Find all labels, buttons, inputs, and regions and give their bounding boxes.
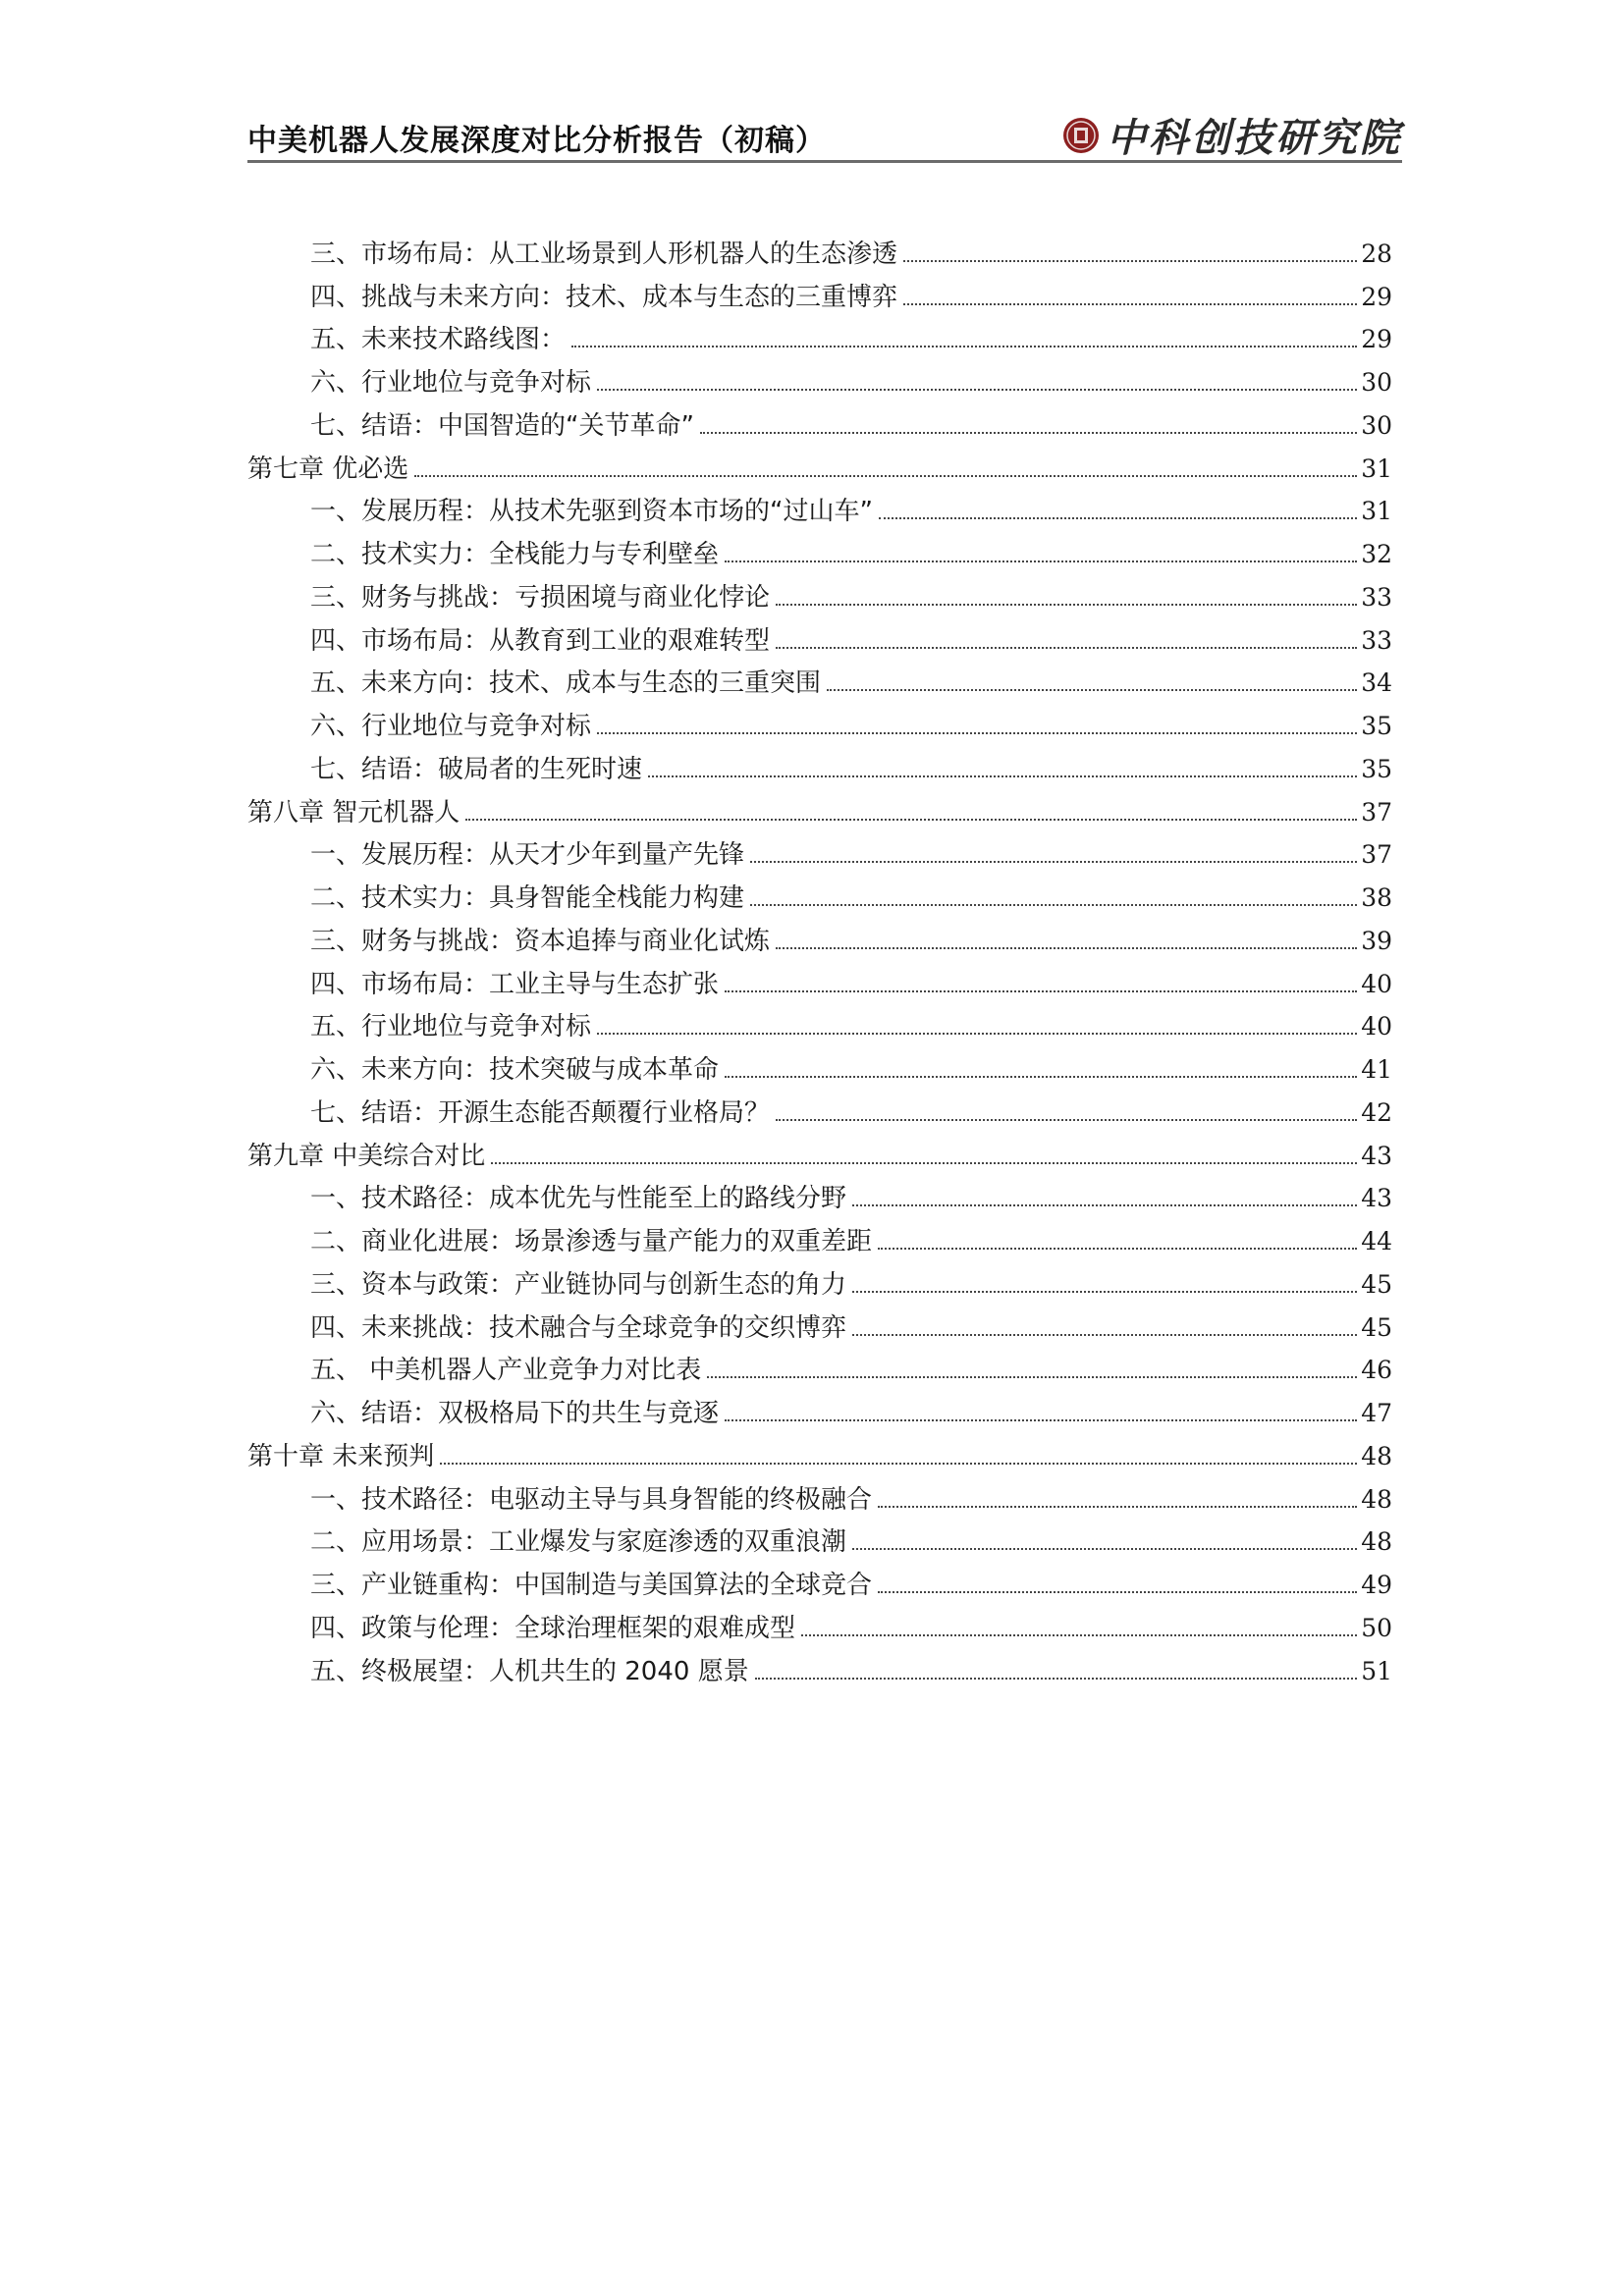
toc-chapter-entry[interactable]: [247, 786, 1392, 829]
toc-section-entry[interactable]: [247, 1215, 1392, 1258]
toc-page-number: 44: [1361, 1227, 1392, 1255]
toc-entry-label: 六、结语：双极格局下的共生与竞逐: [310, 1399, 720, 1428]
toc-page-number: 45: [1361, 1312, 1392, 1342]
toc-dot-leader: [597, 389, 1357, 391]
toc-dot-leader: [776, 1119, 1357, 1121]
toc-entry-label: 二、应用场景：工业爆发与家庭渗透的双重浪潮: [310, 1527, 847, 1558]
toc-entry-label: 五、 中美机器人产业竞争力对比表: [310, 1356, 702, 1386]
toc-section-entry[interactable]: [247, 271, 1392, 314]
toc-section-entry[interactable]: [247, 356, 1392, 400]
toc-dot-leader: [465, 819, 1357, 821]
toc-section-entry[interactable]: [247, 958, 1392, 1001]
document-title: 中美机器人发展深度对比分析报告（初稿）: [247, 124, 826, 158]
toc-section-entry[interactable]: [247, 1473, 1392, 1517]
toc-section-entry[interactable]: [247, 1645, 1392, 1688]
toc-dot-leader: [827, 689, 1357, 691]
toc-page-number: 29: [1361, 282, 1392, 311]
toc-page-number: 30: [1361, 410, 1392, 440]
toc-entry-label: 一、发展历程：从天才少年到量产先锋: [310, 840, 745, 871]
toc-entry-label: 二、技术实力：具身智能全栈能力构建: [310, 883, 745, 913]
toc-entry-label: 四、市场布局：从教育到工业的艰难转型: [310, 625, 771, 656]
toc-dot-leader: [903, 260, 1357, 262]
toc-section-entry[interactable]: [247, 614, 1392, 658]
toc-entry-label: 四、未来挑战：技术融合与全球竞争的交织博弈: [310, 1312, 847, 1343]
toc-page-number: 32: [1361, 540, 1392, 568]
toc-page-number: 40: [1361, 969, 1392, 998]
toc-entry-label: 第八章 智元机器人: [247, 797, 460, 828]
toc-entry-label: 第十章 未来预判: [247, 1441, 435, 1471]
toc-section-entry[interactable]: [247, 1302, 1392, 1345]
toc-entry-label: 一、技术路径：电驱动主导与具身智能的终极融合: [310, 1484, 873, 1515]
toc-entry-label: 第七章 优必选: [247, 454, 409, 484]
toc-section-entry[interactable]: [247, 1602, 1392, 1645]
toc-section-entry[interactable]: [247, 1043, 1392, 1087]
toc-dot-leader: [414, 475, 1357, 477]
toc-entry-label: 四、挑战与未来方向：技术、成本与生态的三重博弈: [310, 282, 898, 312]
toc-dot-leader: [725, 1419, 1357, 1421]
toc-page-number: 39: [1361, 926, 1392, 955]
toc-entry-label: 三、市场布局：从工业场景到人形机器人的生态渗透: [310, 239, 898, 269]
toc-section-entry[interactable]: [247, 1345, 1392, 1388]
toc-section-entry[interactable]: [247, 528, 1392, 571]
toc-entry-label: 二、技术实力：全栈能力与专利壁垒: [310, 540, 720, 569]
toc-entry-label: 一、技术路径：成本优先与性能至上的路线分野: [310, 1184, 847, 1214]
toc-chapter-entry[interactable]: [247, 1430, 1392, 1473]
toc-page-number: 51: [1361, 1656, 1392, 1685]
toc-entry-label: 六、未来方向：技术突破与成本革命: [310, 1055, 720, 1085]
toc-section-entry[interactable]: [247, 1517, 1392, 1560]
toc-section-entry[interactable]: [247, 1258, 1392, 1302]
toc-page-number: 33: [1361, 582, 1392, 612]
toc-dot-leader: [597, 732, 1357, 734]
toc-section-entry[interactable]: [247, 1387, 1392, 1430]
toc-page-number: 35: [1361, 712, 1392, 740]
institute-logo: [1061, 107, 1402, 163]
toc-entry-label: 七、结语：破局者的生死时速: [310, 754, 643, 784]
toc-page-number: 48: [1361, 1441, 1392, 1470]
toc-entry-label: 一、发展历程：从技术先驱到资本市场的“过山车”: [310, 497, 873, 527]
toc-page-number: 28: [1361, 239, 1392, 268]
toc-entry-label: 五、行业地位与竞争对标: [310, 1012, 592, 1042]
toc-dot-leader: [776, 947, 1357, 949]
toc-dot-leader: [878, 1248, 1357, 1250]
toc-dot-leader: [852, 1334, 1357, 1336]
toc-dot-leader: [852, 1548, 1357, 1550]
toc-section-entry[interactable]: [247, 915, 1392, 958]
toc-page-number: 37: [1361, 840, 1392, 870]
toc-section-entry[interactable]: [247, 571, 1392, 614]
toc-entry-label: 三、财务与挑战：资本追捧与商业化试炼: [310, 926, 771, 956]
toc-section-entry[interactable]: [247, 700, 1392, 743]
toc-section-entry[interactable]: [247, 743, 1392, 786]
toc-entry-label: 三、资本与政策：产业链协同与创新生态的角力: [310, 1269, 847, 1300]
toc-section-entry[interactable]: [247, 1559, 1392, 1602]
toc-dot-leader: [725, 990, 1357, 992]
toc-dot-leader: [852, 1291, 1357, 1293]
toc-page-number: 29: [1361, 325, 1392, 354]
toc-dot-leader: [852, 1204, 1357, 1206]
toc-dot-leader: [700, 432, 1357, 434]
page-header: [247, 110, 1402, 167]
header-divider: [247, 160, 1402, 163]
toc-entry-label: 二、商业化进展：场景渗透与量产能力的双重差距: [310, 1227, 873, 1256]
toc-dot-leader: [571, 346, 1357, 347]
toc-entry-label: 七、结语：开源生态能否颠覆行业格局？: [310, 1097, 771, 1128]
toc-page-number: 45: [1361, 1269, 1392, 1299]
toc-dot-leader: [755, 1678, 1357, 1680]
toc-page-number: 33: [1361, 625, 1392, 655]
toc-dot-leader: [878, 1591, 1357, 1593]
toc-section-entry[interactable]: [247, 400, 1392, 443]
toc-dot-leader: [597, 1033, 1357, 1035]
toc-dot-leader: [776, 647, 1357, 649]
toc-page-number: 47: [1361, 1399, 1392, 1427]
toc-section-entry[interactable]: [247, 872, 1392, 915]
toc-page-number: 48: [1361, 1484, 1392, 1514]
toc-entry-label: 第九章 中美综合对比: [247, 1141, 486, 1171]
toc-dot-leader: [903, 303, 1357, 305]
toc-section-entry[interactable]: [247, 1001, 1392, 1044]
toc-page-number: 48: [1361, 1527, 1392, 1557]
toc-section-entry[interactable]: [247, 228, 1392, 271]
toc-dot-leader: [725, 561, 1357, 562]
toc-dot-leader: [776, 604, 1357, 606]
toc-dot-leader: [440, 1463, 1357, 1465]
toc-page-number: 46: [1361, 1356, 1392, 1385]
toc-entry-label: 五、未来方向：技术、成本与生态的三重突围: [310, 668, 822, 699]
toc-dot-leader: [491, 1162, 1357, 1164]
toc-dot-leader: [750, 904, 1357, 906]
toc-entry-label: 六、行业地位与竞争对标: [310, 368, 592, 398]
table-of-contents: [247, 228, 1392, 1688]
toc-page-number: 38: [1361, 883, 1392, 912]
toc-entry-label: 三、财务与挑战：亏损困境与商业化悖论: [310, 582, 771, 613]
toc-page-number: 49: [1361, 1571, 1392, 1599]
toc-page-number: 41: [1361, 1055, 1392, 1084]
toc-dot-leader: [707, 1376, 1357, 1378]
toc-dot-leader: [750, 861, 1357, 863]
toc-section-entry[interactable]: [247, 486, 1392, 529]
toc-dot-leader: [878, 1506, 1357, 1508]
toc-page-number: 31: [1361, 454, 1392, 483]
toc-section-entry[interactable]: [247, 658, 1392, 701]
toc-page-number: 34: [1361, 668, 1392, 698]
toc-entry-label: 七、结语：中国智造的“关节革命”: [310, 410, 694, 441]
toc-entry-label: 三、产业链重构：中国制造与美国算法的全球竞合: [310, 1571, 873, 1600]
toc-page-number: 43: [1361, 1184, 1392, 1213]
toc-entry-label: 五、未来技术路线图：: [310, 325, 567, 355]
toc-entry-label: 四、政策与伦理：全球治理框架的艰难成型: [310, 1613, 796, 1643]
logo-text: 中科创技研究院: [1107, 115, 1402, 161]
toc-entry-label: 六、行业地位与竞争对标: [310, 712, 592, 741]
toc-dot-leader: [879, 517, 1357, 519]
toc-page-number: 50: [1361, 1613, 1392, 1642]
seal-icon: [1061, 116, 1101, 155]
toc-page-number: 31: [1361, 497, 1392, 526]
toc-section-entry[interactable]: [247, 1087, 1392, 1130]
toc-section-entry[interactable]: [247, 829, 1392, 873]
toc-dot-leader: [725, 1076, 1357, 1078]
toc-page-number: 37: [1361, 797, 1392, 827]
toc-entry-label: 五、终极展望：人机共生的 2040 愿景: [310, 1656, 749, 1686]
toc-page-number: 35: [1361, 754, 1392, 783]
toc-chapter-entry[interactable]: [247, 1130, 1392, 1173]
toc-dot-leader: [648, 775, 1357, 777]
toc-page-number: 42: [1361, 1097, 1392, 1127]
toc-dot-leader: [801, 1634, 1357, 1636]
toc-chapter-entry[interactable]: [247, 443, 1392, 486]
toc-page-number: 30: [1361, 368, 1392, 397]
toc-section-entry[interactable]: [247, 314, 1392, 357]
toc-page-number: 43: [1361, 1141, 1392, 1170]
toc-entry-label: 四、市场布局：工业主导与生态扩张: [310, 969, 720, 999]
toc-page-number: 40: [1361, 1012, 1392, 1041]
toc-section-entry[interactable]: [247, 1173, 1392, 1216]
